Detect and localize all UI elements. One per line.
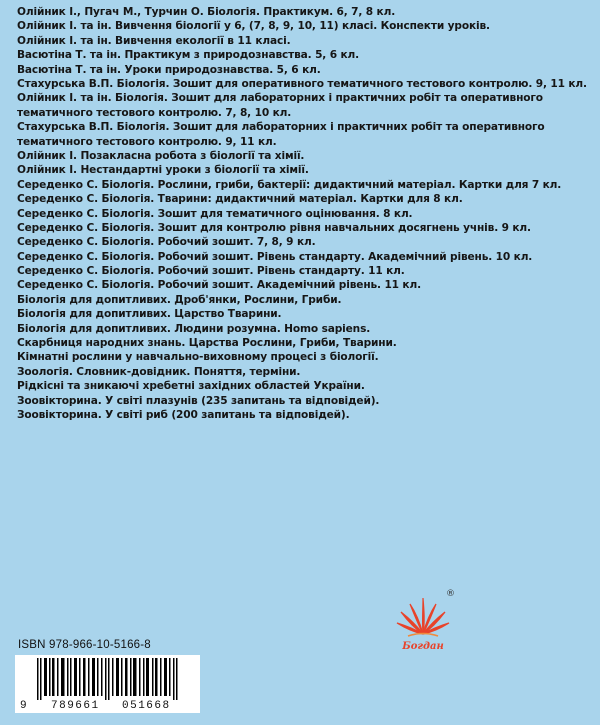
book-item: Олійник І., Пугач М., Турчин О. Біологія. Практикум. 6, 7, 8 кл. (17, 6, 396, 18)
book-item: Кімнатні рослини у навчально-виховному процесі з біології. (17, 351, 379, 364)
barcode-digits (15, 700, 200, 713)
barcode (15, 655, 200, 713)
isbn-text: ISBN 978-966-10-5166-8 (18, 639, 151, 651)
flower-logo-icon (392, 586, 454, 658)
book-list (17, 5, 592, 422)
book-item: Олійник І. Нестандартні уроки з біології та хімії. (17, 164, 309, 177)
book-item: Олійник І. та ін. Вивчення екології в 11 класі. (17, 34, 291, 47)
registered-mark: ® (446, 589, 455, 599)
book-item: Стахурська В.П. Біологія. Зошит для оперативного тематичного тестового контролю. 9, 11 кл. (17, 77, 587, 90)
book-item: Скарбниця народних знань. Царства Рослини, Гриби, Тварини. (17, 337, 397, 350)
book-item: Середенко С. Біологія. Зошит для контролю рівня навчальних досягнень учнів. 9 кл. (17, 221, 531, 234)
book-item: Рідкісні та зникаючі хребетні західних областей України. (17, 380, 365, 393)
book-item: Васютіна Т. та ін. Уроки природознавства. 5, 6 кл. (17, 63, 321, 76)
barcode-bars (37, 658, 187, 700)
book-item: Зоологія. Словник-довідник. Поняття, терміни. (17, 365, 301, 378)
book-item: Зоовікторина. У світі плазунів (235 запитань та відповідей). (17, 394, 380, 407)
book-item: Біологія для допитливих. Царство Тварини. (17, 308, 282, 321)
logo-text: Богдан (402, 641, 444, 652)
book-item: Середенко С. Біологія. Робочий зошит. 7, 8, 9 кл. (17, 236, 316, 249)
book-item: Олійник І. та ін. Біологія. Зошит для лабораторних і практичних робіт та оперативного тематичного тестового контролю. 7, 8, 10 кл. (17, 92, 543, 119)
book-item: Олійник І. та ін. Вивчення біології у 6, (7, 8, 9, 10, 11) класі. Конспекти уроків. (17, 20, 490, 33)
book-item: Зоовікторина. У світі риб (200 запитань та відповідей). (17, 409, 350, 421)
book-item: Біологія для допитливих. Дроб'янки, Рослини, Гриби. (17, 293, 342, 306)
book-item: Олійник І. Позакласна робота з біології та хімії. (17, 149, 305, 162)
book-item: Середенко С. Біологія. Робочий зошит. Рівень стандарту. Академічний рівень. 10 кл. (17, 250, 533, 263)
publisher-logo (392, 586, 454, 658)
book-item: Середенко С. Біологія. Тварини: дидактичний матеріал. Картки для 8 кл. (17, 193, 463, 206)
book-item: Середенко С. Біологія. Робочий зошит. Рівень стандарту. 11 кл. (17, 265, 405, 278)
barcode-digits-left: 789661 (51, 700, 100, 712)
barcode-digit-first: 9 (20, 700, 27, 712)
book-item: Середенко С. Біологія. Робочий зошит. Академічний рівень. 11 кл. (17, 279, 421, 292)
book-item: Середенко С. Біологія. Рослини, гриби, бактерії: дидактичний матеріал. Картки для 7 кл. (17, 178, 562, 191)
book-item: Середенко С. Біологія. Зошит для тематичного оцінювання. 8 кл. (17, 207, 413, 220)
book-item: Біологія для допитливих. Людини розумна. Homo sapiens. (17, 322, 371, 335)
book-item: Стахурська В.П. Біологія. Зошит для лабораторних і практичних робіт та оперативного тематичного тестового контролю. 9, 11 кл. (17, 121, 545, 148)
barcode-digits-right: 051668 (122, 700, 171, 712)
book-item: Васютіна Т. та ін. Практикум з природознавства. 5, 6 кл. (17, 49, 359, 62)
